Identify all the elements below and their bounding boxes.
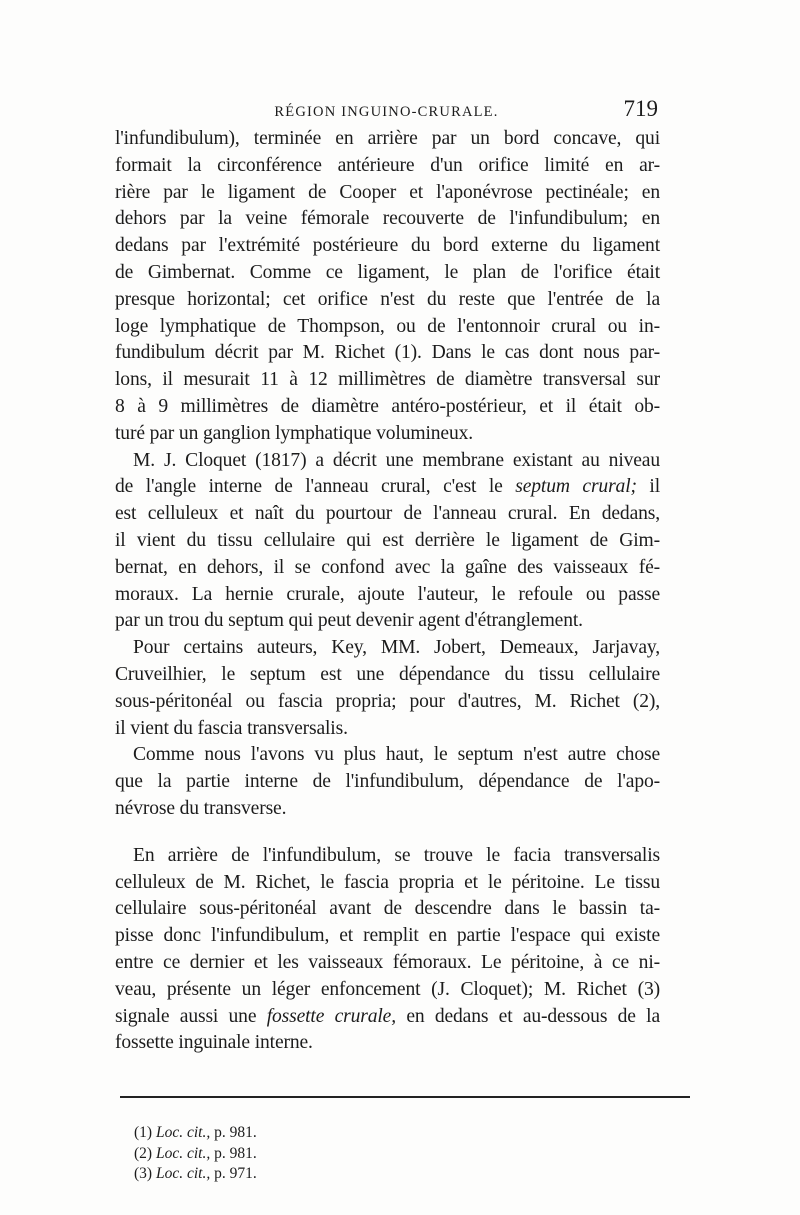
- footnote-divider: [120, 1096, 690, 1098]
- text-line: lons, il mesurait 11 à 12 millimètres de diamètre transversal sur: [115, 369, 660, 391]
- page-number: 719: [623, 96, 658, 121]
- footnote-page: p. 981.: [214, 1144, 257, 1162]
- running-head: RÉGION INGUINO-CRURALE.: [274, 104, 499, 120]
- italic-term: septum crural;: [515, 476, 637, 498]
- page-header: [115, 96, 658, 126]
- footnote-citation: Loc. cit.,: [155, 1124, 211, 1141]
- footnote: [134, 1164, 434, 1185]
- text-line: Cruveilhier, le septum est une dépendance du tissu cellulaire: [115, 663, 660, 685]
- footnote: [134, 1144, 434, 1165]
- footnotes: [134, 1123, 434, 1185]
- text-line: dehors par la veine fémorale recouverte de l'infundibulum; en: [115, 208, 660, 230]
- text-line: est celluleux et naît du pourtour de l'anneau crural. En dedans,: [115, 503, 660, 525]
- text-line: veau, présente un léger enfoncement (J. Cloquet); M. Richet (3): [115, 978, 660, 1000]
- text-segment: de l'angle interne de l'anneau crural, c'est le: [115, 476, 503, 498]
- text-line: rière par le ligament de Cooper et l'aponévrose pectinéale; en: [115, 181, 660, 203]
- text-line: de Gimbernat. Comme ce ligament, le plan de l'orifice était: [115, 261, 660, 283]
- text-line: celluleux de M. Richet, le fascia propria et le péritoine. Le tissu: [115, 871, 660, 893]
- footnote-citation: Loc. cit.,: [155, 1144, 211, 1162]
- footnote-marker: (1): [134, 1124, 153, 1141]
- text-line: fundibulum décrit par M. Richet (1). Dans le cas dont nous par-: [115, 342, 660, 364]
- text-line: bernat, en dehors, il se confond avec la gaîne des vaisseaux fé-: [115, 556, 660, 578]
- text-line: formait la circonférence antérieure d'un orifice limité en ar-: [115, 154, 660, 176]
- text-line: turé par un ganglion lymphatique volumineux.: [115, 422, 473, 444]
- text-line: Pour certains auteurs, Key, MM. Jobert, Demeaux, Jarjavay,: [133, 637, 660, 659]
- text-line: presque horizontal; cet orifice n'est du reste que l'entrée de la: [115, 288, 660, 310]
- text-line: l'infundibulum), terminée en arrière par un bord concave, qui: [115, 128, 660, 149]
- footnote-marker: (2): [134, 1144, 153, 1162]
- text-line: que la partie interne de l'infundibulum, dépendance de l'apo-: [115, 771, 660, 793]
- text-line: M. J. Cloquet (1817) a décrit une membrane existant au niveau: [133, 449, 660, 471]
- text-line: cellulaire sous-péritonéal avant de descendre dans le bassin ta-: [115, 898, 660, 920]
- text-line: moraux. La hernie crurale, ajoute l'auteur, le refoule ou passe: [115, 583, 660, 605]
- footnote-page: p. 981.: [214, 1124, 257, 1141]
- text-segment: signale aussi une: [115, 1005, 257, 1027]
- text-line: [115, 474, 660, 501]
- text-line: Comme nous l'avons vu plus haut, le septum n'est autre chose: [133, 744, 660, 766]
- text-line: loge lymphatique de Thompson, ou de l'entonnoir crural ou in-: [115, 315, 660, 337]
- footnote-citation: Loc. cit.,: [155, 1165, 211, 1182]
- text-line: par un trou du septum qui peut devenir agent d'étranglement.: [115, 610, 583, 632]
- body-text: [115, 126, 660, 1057]
- text-line: [115, 1004, 660, 1031]
- text-line: sous-péritonéal ou fascia propria; pour d'autres, M. Richet (2),: [115, 690, 660, 712]
- text-line: pisse donc l'infundibulum, et remplit en partie l'espace qui existe: [115, 925, 660, 947]
- text-line: névrose du transverse.: [115, 797, 287, 819]
- italic-term: fossette crurale,: [266, 1005, 396, 1027]
- footnote: [134, 1123, 434, 1144]
- text-line: il vient du fascia transversalis.: [115, 717, 348, 739]
- text-segment: en dedans et au-dessous de la: [406, 1005, 660, 1027]
- text-line: entre ce dernier et les vaisseaux fémoraux. Le péritoine, à ce ni-: [115, 951, 660, 973]
- footnote-page: p. 971.: [214, 1165, 257, 1182]
- footnote-marker: (3): [134, 1165, 153, 1182]
- text-line: En arrière de l'infundibulum, se trouve le facia transversalis: [133, 844, 660, 866]
- text-line: dedans par l'extrémité postérieure du bord externe du ligament: [115, 235, 660, 257]
- text-line: 8 à 9 millimètres de diamètre antéro-postérieur, et il était ob-: [115, 395, 660, 417]
- text-line: il vient du tissu cellulaire qui est derrière le ligament de Gim-: [115, 529, 660, 551]
- text-line: fossette inguinale interne.: [115, 1032, 313, 1054]
- text-segment: il: [649, 476, 661, 498]
